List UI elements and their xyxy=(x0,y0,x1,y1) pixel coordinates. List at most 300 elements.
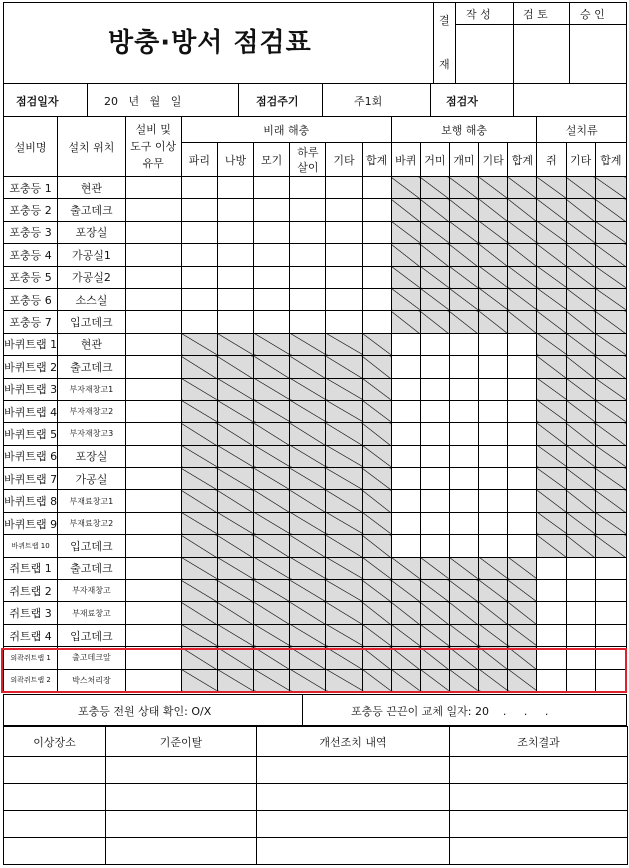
na-cell xyxy=(181,333,217,355)
count-cell[interactable] xyxy=(566,624,595,646)
tool-check-cell[interactable] xyxy=(125,288,181,310)
na-cell xyxy=(362,624,391,646)
count-cell[interactable] xyxy=(290,244,326,266)
count-cell[interactable] xyxy=(537,624,566,646)
na-cell xyxy=(566,400,595,422)
count-cell[interactable] xyxy=(391,356,420,378)
na-cell xyxy=(181,535,217,557)
count-cell[interactable] xyxy=(537,580,566,602)
install-location: 포장실 xyxy=(58,221,125,243)
header-flying-col: 모기 xyxy=(254,143,290,177)
na-cell xyxy=(217,468,253,490)
na-cell xyxy=(326,535,362,557)
na-cell xyxy=(362,400,391,422)
count-cell[interactable] xyxy=(181,266,217,288)
count-cell[interactable] xyxy=(362,244,391,266)
count-cell[interactable] xyxy=(449,512,478,534)
na-cell xyxy=(479,580,508,602)
tool-check-cell[interactable] xyxy=(125,177,181,199)
na-cell xyxy=(449,244,478,266)
approval-col-approve: 승 인 xyxy=(580,8,605,21)
header-walking-col: 기타 xyxy=(479,143,508,177)
tool-check-cell[interactable] xyxy=(125,490,181,512)
na-cell xyxy=(420,624,449,646)
count-cell[interactable] xyxy=(508,400,537,422)
count-cell[interactable] xyxy=(508,445,537,467)
na-cell xyxy=(508,288,537,310)
na-cell xyxy=(595,333,626,355)
na-cell xyxy=(217,512,253,534)
approval-col-review: 검 토 xyxy=(523,8,548,21)
count-cell[interactable] xyxy=(326,244,362,266)
na-cell xyxy=(420,177,449,199)
count-cell[interactable] xyxy=(420,400,449,422)
na-cell xyxy=(595,378,626,400)
count-cell[interactable] xyxy=(508,333,537,355)
table-row xyxy=(4,400,627,422)
cycle-value: 주1회 xyxy=(354,95,383,108)
count-cell[interactable] xyxy=(290,221,326,243)
tool-check-cell[interactable] xyxy=(125,512,181,534)
header-abnormal-place: 이상장소 xyxy=(4,727,106,757)
count-cell[interactable] xyxy=(537,557,566,579)
count-cell[interactable] xyxy=(254,311,290,333)
na-cell xyxy=(254,490,290,512)
na-cell xyxy=(217,445,253,467)
count-cell[interactable] xyxy=(391,423,420,445)
na-cell xyxy=(254,356,290,378)
install-location: 입고데크 xyxy=(58,535,125,557)
tool-check-cell[interactable] xyxy=(125,445,181,467)
na-cell xyxy=(595,535,626,557)
install-location: 박스처리장 xyxy=(58,669,125,691)
blank-cell[interactable] xyxy=(257,811,450,838)
na-cell xyxy=(362,535,391,557)
na-cell xyxy=(595,512,626,534)
na-cell xyxy=(595,266,626,288)
na-cell xyxy=(362,378,391,400)
count-cell[interactable] xyxy=(508,512,537,534)
count-cell[interactable] xyxy=(254,288,290,310)
count-cell[interactable] xyxy=(479,490,508,512)
header-walking-col: 바퀴 xyxy=(391,143,420,177)
count-cell[interactable] xyxy=(449,333,478,355)
na-cell xyxy=(595,288,626,310)
count-cell[interactable] xyxy=(479,445,508,467)
tool-check-cell[interactable] xyxy=(125,378,181,400)
na-cell xyxy=(326,580,362,602)
header-walking-col: 합계 xyxy=(508,143,537,177)
na-cell xyxy=(391,177,420,199)
count-cell[interactable] xyxy=(479,400,508,422)
count-cell[interactable] xyxy=(181,244,217,266)
na-cell xyxy=(420,244,449,266)
header-result: 조치결과 xyxy=(450,727,628,757)
na-cell xyxy=(391,266,420,288)
header-tool-line1: 설비 및 xyxy=(135,123,171,136)
count-cell[interactable] xyxy=(290,199,326,221)
na-cell xyxy=(479,288,508,310)
na-cell xyxy=(254,557,290,579)
na-cell xyxy=(326,445,362,467)
na-cell xyxy=(391,288,420,310)
count-cell[interactable] xyxy=(391,468,420,490)
blank-cell[interactable] xyxy=(106,757,257,784)
count-cell[interactable] xyxy=(362,199,391,221)
count-cell[interactable] xyxy=(449,535,478,557)
install-location: 가공실2 xyxy=(58,266,125,288)
na-cell xyxy=(420,557,449,579)
count-cell[interactable] xyxy=(420,445,449,467)
blank-cell[interactable] xyxy=(450,757,628,784)
blank-cell[interactable] xyxy=(4,757,106,784)
tool-check-cell[interactable] xyxy=(125,311,181,333)
table-row xyxy=(4,423,627,445)
table-row xyxy=(4,580,627,602)
header-rodent-col: 합계 xyxy=(595,143,626,177)
count-cell[interactable] xyxy=(391,378,420,400)
header-flying-col: 나방 xyxy=(217,143,253,177)
count-cell[interactable] xyxy=(391,535,420,557)
count-cell[interactable] xyxy=(479,356,508,378)
equipment-name: 포충등 7 xyxy=(4,311,58,333)
count-cell[interactable] xyxy=(449,400,478,422)
count-cell[interactable] xyxy=(290,288,326,310)
count-cell[interactable] xyxy=(420,423,449,445)
equipment-name: 쥐트랩 2 xyxy=(4,580,58,602)
count-cell[interactable] xyxy=(362,266,391,288)
count-cell[interactable] xyxy=(508,378,537,400)
na-cell xyxy=(290,356,326,378)
count-cell[interactable] xyxy=(537,602,566,624)
na-cell xyxy=(566,199,595,221)
count-cell[interactable] xyxy=(362,177,391,199)
count-cell[interactable] xyxy=(326,221,362,243)
count-cell[interactable] xyxy=(420,512,449,534)
na-cell xyxy=(595,400,626,422)
table-row xyxy=(4,288,627,310)
na-cell xyxy=(537,177,566,199)
count-cell[interactable] xyxy=(362,311,391,333)
na-cell xyxy=(537,221,566,243)
table-row xyxy=(4,445,627,467)
na-cell xyxy=(537,356,566,378)
table-row xyxy=(4,624,627,646)
na-cell xyxy=(254,512,290,534)
equipment-name: 포충등 6 xyxy=(4,288,58,310)
install-location: 출고데크 xyxy=(58,557,125,579)
na-cell xyxy=(537,535,566,557)
count-cell[interactable] xyxy=(449,468,478,490)
na-cell xyxy=(290,445,326,467)
count-cell[interactable] xyxy=(290,311,326,333)
na-cell xyxy=(362,468,391,490)
na-cell xyxy=(595,311,626,333)
tool-check-cell[interactable] xyxy=(125,400,181,422)
count-cell[interactable] xyxy=(420,378,449,400)
count-cell[interactable] xyxy=(508,423,537,445)
count-cell[interactable] xyxy=(217,288,253,310)
tool-check-cell[interactable] xyxy=(125,221,181,243)
blank-cell[interactable] xyxy=(4,811,106,838)
header-walking: 보행 해충 xyxy=(391,117,537,143)
header-flying-col-line: 하루 xyxy=(297,145,319,159)
na-cell xyxy=(217,378,253,400)
count-cell[interactable] xyxy=(508,535,537,557)
na-cell xyxy=(181,423,217,445)
na-cell xyxy=(449,221,478,243)
tool-check-cell[interactable] xyxy=(125,624,181,646)
tool-check-cell[interactable] xyxy=(125,266,181,288)
na-cell xyxy=(479,624,508,646)
na-cell xyxy=(391,580,420,602)
na-cell xyxy=(254,624,290,646)
na-cell xyxy=(217,356,253,378)
install-location: 포장실 xyxy=(58,445,125,467)
na-cell xyxy=(449,580,478,602)
na-cell xyxy=(566,535,595,557)
na-cell xyxy=(508,177,537,199)
count-cell[interactable] xyxy=(391,512,420,534)
count-cell[interactable] xyxy=(254,221,290,243)
count-cell[interactable] xyxy=(254,244,290,266)
na-cell xyxy=(181,445,217,467)
count-cell[interactable] xyxy=(449,378,478,400)
blank-cell[interactable] xyxy=(4,784,106,811)
tool-check-cell[interactable] xyxy=(125,199,181,221)
na-cell xyxy=(449,199,478,221)
count-cell[interactable] xyxy=(479,535,508,557)
na-cell xyxy=(391,244,420,266)
na-cell xyxy=(254,580,290,602)
count-cell[interactable] xyxy=(479,512,508,534)
na-cell xyxy=(254,423,290,445)
na-cell xyxy=(508,311,537,333)
na-cell xyxy=(508,199,537,221)
na-cell xyxy=(566,490,595,512)
equipment-name: 바퀴트랩 4 xyxy=(4,400,58,422)
blank-cell[interactable] xyxy=(450,838,628,865)
highlight-outline xyxy=(1,648,627,693)
count-cell[interactable] xyxy=(479,378,508,400)
count-cell[interactable] xyxy=(362,288,391,310)
na-cell xyxy=(449,624,478,646)
inspection-table xyxy=(3,116,627,692)
count-cell[interactable] xyxy=(479,468,508,490)
blank-cell[interactable] xyxy=(257,784,450,811)
tool-check-cell[interactable] xyxy=(125,333,181,355)
blank-cell[interactable] xyxy=(450,784,628,811)
na-cell xyxy=(566,468,595,490)
count-cell[interactable] xyxy=(595,602,626,624)
na-cell xyxy=(508,580,537,602)
count-cell[interactable] xyxy=(181,177,217,199)
na-cell xyxy=(566,311,595,333)
count-cell[interactable] xyxy=(566,580,595,602)
count-cell[interactable] xyxy=(181,311,217,333)
na-cell xyxy=(181,602,217,624)
count-cell[interactable] xyxy=(595,624,626,646)
na-cell xyxy=(254,535,290,557)
na-cell xyxy=(290,580,326,602)
count-cell[interactable] xyxy=(326,288,362,310)
count-cell[interactable] xyxy=(391,333,420,355)
tool-check-cell[interactable] xyxy=(125,468,181,490)
na-cell xyxy=(254,378,290,400)
count-cell[interactable] xyxy=(391,400,420,422)
count-cell[interactable] xyxy=(391,445,420,467)
header-flying-col-line: 살이 xyxy=(297,160,319,174)
na-cell xyxy=(449,557,478,579)
count-cell[interactable] xyxy=(254,199,290,221)
table-row xyxy=(4,221,627,243)
count-cell[interactable] xyxy=(449,490,478,512)
tool-check-cell[interactable] xyxy=(125,423,181,445)
count-cell[interactable] xyxy=(420,468,449,490)
table-row xyxy=(4,512,627,534)
count-cell[interactable] xyxy=(449,356,478,378)
date-value[interactable]: 20 년 월 일 xyxy=(104,95,182,108)
count-cell[interactable] xyxy=(326,266,362,288)
count-cell[interactable] xyxy=(290,177,326,199)
count-cell[interactable] xyxy=(181,288,217,310)
tool-check-cell[interactable] xyxy=(125,602,181,624)
count-cell[interactable] xyxy=(420,356,449,378)
blank-cell[interactable] xyxy=(257,838,450,865)
header-flying-col: 기타 xyxy=(326,143,362,177)
blank-cell[interactable] xyxy=(106,784,257,811)
count-cell[interactable] xyxy=(566,557,595,579)
count-cell[interactable] xyxy=(217,177,253,199)
table-row xyxy=(4,266,627,288)
na-cell xyxy=(217,624,253,646)
header-tool xyxy=(125,117,181,177)
na-cell xyxy=(537,400,566,422)
na-cell xyxy=(181,490,217,512)
install-location: 출고데크 xyxy=(58,356,125,378)
count-cell[interactable] xyxy=(181,199,217,221)
count-cell[interactable] xyxy=(217,311,253,333)
na-cell xyxy=(420,580,449,602)
count-cell[interactable] xyxy=(508,490,537,512)
tool-check-cell[interactable] xyxy=(125,580,181,602)
tool-check-cell[interactable] xyxy=(125,244,181,266)
na-cell xyxy=(362,490,391,512)
equipment-name: 포충등 3 xyxy=(4,221,58,243)
approval-col-write: 작 성 xyxy=(466,8,491,21)
na-cell xyxy=(362,557,391,579)
count-cell[interactable] xyxy=(508,356,537,378)
na-cell xyxy=(479,266,508,288)
count-cell[interactable] xyxy=(420,490,449,512)
na-cell xyxy=(326,378,362,400)
count-cell[interactable] xyxy=(479,333,508,355)
count-cell[interactable] xyxy=(595,557,626,579)
na-cell xyxy=(326,602,362,624)
na-cell xyxy=(391,221,420,243)
na-cell xyxy=(326,624,362,646)
approval-label-top: 결 xyxy=(439,14,450,27)
na-cell xyxy=(326,400,362,422)
blank-cell[interactable] xyxy=(257,757,450,784)
equipment-name: 바퀴트랩 2 xyxy=(4,356,58,378)
na-cell xyxy=(290,400,326,422)
na-cell xyxy=(508,557,537,579)
count-cell[interactable] xyxy=(391,490,420,512)
cycle-label: 점검주기 xyxy=(256,95,299,108)
count-cell[interactable] xyxy=(420,535,449,557)
install-location: 입고데크 xyxy=(58,311,125,333)
equipment-name: 포충등 2 xyxy=(4,199,58,221)
count-cell[interactable] xyxy=(508,468,537,490)
na-cell xyxy=(420,311,449,333)
na-cell xyxy=(290,512,326,534)
count-cell[interactable] xyxy=(326,199,362,221)
na-cell xyxy=(362,512,391,534)
na-cell xyxy=(362,333,391,355)
equipment-name: 바퀴트랩 9 xyxy=(4,512,58,534)
header-rodent-col: 쥐 xyxy=(537,143,566,177)
count-cell[interactable] xyxy=(217,244,253,266)
tool-check-cell[interactable] xyxy=(125,557,181,579)
na-cell xyxy=(537,490,566,512)
na-cell xyxy=(566,288,595,310)
count-cell[interactable] xyxy=(326,177,362,199)
count-cell[interactable] xyxy=(420,333,449,355)
na-cell xyxy=(479,244,508,266)
na-cell xyxy=(595,468,626,490)
header-flying-col xyxy=(290,143,326,177)
na-cell xyxy=(566,333,595,355)
equipment-name: 바퀴트랩 1 xyxy=(4,333,58,355)
count-cell[interactable] xyxy=(479,423,508,445)
na-cell xyxy=(566,445,595,467)
count-cell[interactable] xyxy=(217,199,253,221)
blank-cell[interactable] xyxy=(106,838,257,865)
na-cell xyxy=(508,624,537,646)
na-cell xyxy=(217,490,253,512)
blank-cell[interactable] xyxy=(450,811,628,838)
na-cell xyxy=(420,221,449,243)
count-cell[interactable] xyxy=(290,266,326,288)
na-cell xyxy=(449,288,478,310)
count-cell[interactable] xyxy=(449,445,478,467)
equipment-name: 외곽쥐트랩 1 xyxy=(4,647,58,669)
blank-cell[interactable] xyxy=(106,811,257,838)
count-cell[interactable] xyxy=(217,266,253,288)
count-cell[interactable] xyxy=(254,266,290,288)
na-cell xyxy=(181,468,217,490)
count-cell[interactable] xyxy=(595,580,626,602)
tool-check-cell[interactable] xyxy=(125,535,181,557)
na-cell xyxy=(254,602,290,624)
count-cell[interactable] xyxy=(326,311,362,333)
count-cell[interactable] xyxy=(254,177,290,199)
blank-cell[interactable] xyxy=(4,838,106,865)
count-cell[interactable] xyxy=(217,221,253,243)
count-cell[interactable] xyxy=(181,221,217,243)
na-cell xyxy=(566,244,595,266)
na-cell xyxy=(217,423,253,445)
tool-check-cell[interactable] xyxy=(125,356,181,378)
count-cell[interactable] xyxy=(449,423,478,445)
na-cell xyxy=(537,468,566,490)
na-cell xyxy=(479,221,508,243)
count-cell[interactable] xyxy=(362,221,391,243)
na-cell xyxy=(595,177,626,199)
header-walking-col: 개미 xyxy=(449,143,478,177)
count-cell[interactable] xyxy=(566,602,595,624)
